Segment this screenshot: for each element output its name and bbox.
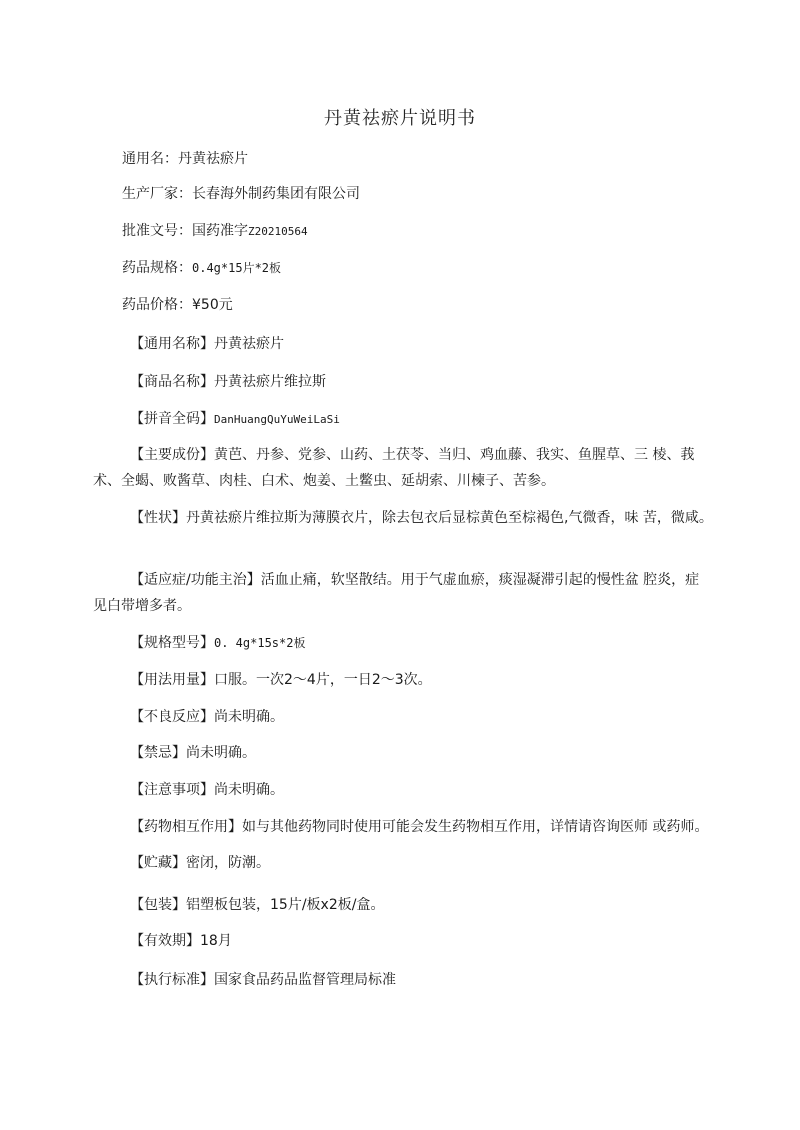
section-value: 如与其他药物同时使用可能会发生药物相互作用，详情请咨询医师 或药师。 (242, 819, 709, 835)
section-ingredients (93, 442, 713, 494)
section-expiry (130, 931, 232, 951)
meta-price (122, 295, 233, 315)
section-interactions (130, 817, 708, 837)
section-common-name (130, 334, 284, 354)
section-label: 【包装】 (130, 897, 186, 913)
meta-specification (122, 258, 281, 278)
section-label: 【规格型号】 (130, 635, 214, 651)
section-label: 【不良反应】 (130, 709, 214, 725)
meta-value: 丹黄祛瘀片 (178, 151, 248, 167)
section-indications (93, 567, 713, 619)
section-contraindications (130, 743, 256, 763)
meta-label: 通用名： (122, 151, 178, 167)
section-label: 【贮藏】 (130, 855, 186, 871)
section-label: 【药物相互作用】 (130, 819, 242, 835)
section-value: 密闭，防潮。 (186, 855, 270, 871)
section-precautions (130, 780, 284, 800)
meta-generic-name (122, 149, 248, 169)
section-label: 【用法用量】 (130, 672, 214, 688)
section-label: 【禁忌】 (130, 745, 186, 761)
section-value: 黄芭、丹参、党参、山药、土茯苓、当归、鸡血藤、我实、鱼腥草、三 棱、莪术、全蝎、败酱草、肉桂、白术、炮姜、土鳖虫、延胡索、川楝子、苦参。 (93, 447, 695, 489)
section-value: 18月 (200, 933, 232, 949)
section-packaging (130, 895, 384, 915)
section-storage (130, 853, 270, 873)
meta-label: 生产厂家： (122, 186, 192, 202)
section-value: 丹黄祛瘀片维拉斯为薄膜衣片，除去包衣后显棕黄色至棕褐色,气微香，味 苦，微咸。 (186, 510, 713, 526)
section-label: 【有效期】 (130, 933, 200, 949)
meta-manufacturer (122, 184, 360, 204)
section-value: 0. 4g*15s*2板 (214, 636, 306, 650)
section-value: DanHuangQuYuWeiLaSi (214, 413, 340, 426)
section-value: 活血止痛，软坚散结。用于气虚血瘀，痰湿凝滞引起的慢性盆 腔炎，症见白带增多者。 (93, 572, 700, 614)
section-value: 丹黄祛瘀片维拉斯 (214, 374, 326, 390)
section-value: 铝塑板包装，15片/板x2板/盒。 (186, 897, 385, 913)
section-label: 【拼音全码】 (130, 411, 214, 427)
section-label: 【通用名称】 (130, 336, 214, 352)
section-value: 丹黄祛瘀片 (214, 336, 284, 352)
meta-value: ¥50元 (192, 297, 233, 313)
section-label: 【注意事项】 (130, 782, 214, 798)
meta-value: 0.4g*15片*2板 (192, 261, 282, 275)
section-label: 【执行标准】 (130, 972, 214, 988)
meta-value: 长春海外制药集团有限公司 (192, 186, 360, 202)
meta-value-prefix: 国药准字 (192, 223, 248, 239)
section-value: 口服。一次2～4片，一日2～3次。 (214, 672, 432, 688)
meta-label: 药品价格： (122, 297, 192, 313)
section-value: 尚未明确。 (214, 782, 284, 798)
section-value: 尚未明确。 (186, 745, 256, 761)
meta-approval-number (122, 221, 308, 242)
section-adverse-reactions (130, 707, 284, 727)
section-model (130, 633, 305, 653)
document-title: 丹黄祛瘀片说明书 (324, 108, 476, 129)
section-value: 尚未明确。 (214, 709, 284, 725)
section-value: 国家食品药品监督管理局标准 (214, 972, 396, 988)
section-dosage (130, 670, 432, 690)
section-properties (93, 505, 713, 531)
meta-value-code: Z20210564 (248, 225, 308, 238)
section-label: 【适应症/功能主治】 (130, 572, 261, 588)
section-label: 【性状】 (130, 510, 186, 526)
section-pinyin (130, 409, 340, 430)
section-label: 【商品名称】 (130, 374, 214, 390)
section-label: 【主要成份】 (130, 447, 214, 463)
section-trade-name (130, 372, 326, 392)
meta-label: 批准文号： (122, 223, 192, 239)
meta-label: 药品规格： (122, 260, 192, 276)
section-standard (130, 970, 396, 990)
